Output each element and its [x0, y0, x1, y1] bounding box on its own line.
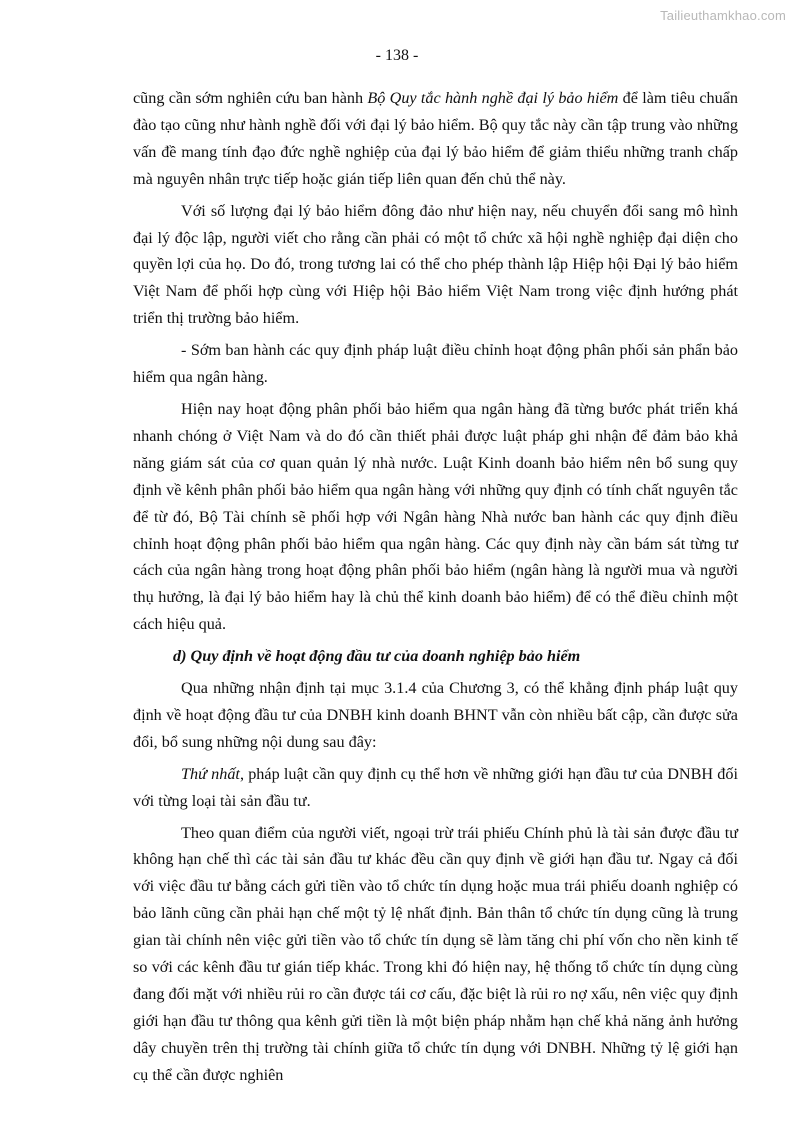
watermark: Tailieuthamkhao.com	[660, 8, 786, 23]
paragraph-4: Hiện nay hoạt động phân phối bảo hiểm qua ngân hàng đã từng bước phát triển khá nhanh chóng ở Việt Nam và do đó cần thiết phải được luật pháp ghi nhận để đảm bảo khả năng giám sát của cơ quan quản lý nhà nước. Luật Kinh doanh bảo hiểm nên bổ sung quy định về kênh phân phối bảo hiểm qua ngân hàng với những quy định có tính chất nguyên tắc để từ đó, Bộ Tài chính sẽ phối hợp với Ngân hàng Nhà nước ban hành các quy định điều chỉnh hoạt động phân phối bảo hiểm qua ngân hàng. Các quy định này cần bám sát từng tư cách của ngân hàng trong hoạt động phân phối bảo hiểm (ngân hàng là người mua và người thụ hưởng, là đại lý bảo hiểm hay là chủ thể kinh doanh bảo hiểm) để có thể điều chỉnh một cách hiệu quả.	[133, 399, 738, 634]
paragraph-2: Với số lượng đại lý bảo hiểm đông đảo như hiện nay, nếu chuyển đổi sang mô hình đại lý độc lập, người viết cho rằng cần phải có một tổ chức xã hội nghề nghiệp đại diện cho quyền lợi của họ. Do đó, trong tương lai có thể cho phép thành lập Hiệp hội Đại lý bảo hiểm Việt Nam để phối hợp cùng với Hiệp hội Bảo hiểm Việt Nam trong việc định hướng phát triển thị trường bảo hiểm.	[133, 201, 738, 328]
document-body	[133, 85, 738, 1094]
paragraph-1-italic-title: Bộ Quy tắc hành nghề đại lý bảo hiểm	[367, 89, 619, 107]
paragraph-5: Qua những nhận định tại mục 3.1.4 của Chương 3, có thể khẳng định pháp luật quy định về hoạt động đầu tư của DNBH kinh doanh BHNT vẫn còn nhiều bất cập, cần được sửa đổi, bổ sung những nội dung sau đây:	[133, 679, 738, 751]
paragraph-1-text-a: cũng cần sớm nghiên cứu ban hành	[133, 89, 368, 107]
paragraph-1	[133, 85, 738, 193]
paragraph-6-italic-lead: Thứ nhất	[181, 764, 240, 783]
paragraph-6-text: , pháp luật cần quy định cụ thể hơn về những giới hạn đầu tư của DNBH đối với từng loại tài sản đầu tư.	[133, 764, 738, 810]
section-heading: d) Quy định về hoạt động đầu tư của doanh nghiệp bảo hiểm	[173, 647, 581, 666]
paragraph-1-text-b: để làm tiêu chuẩn đào tạo cũng như hành nghề đối với đại lý bảo hiểm. Bộ quy tắc này cần tập trung vào những vấn đề mang tính đạo đức nghề nghiệp của đại lý bảo hiểm để giảm thiểu những tranh chấp mà nguyên nhân trực tiếp hoặc gián tiếp liên quan đến chủ thể này.	[133, 89, 738, 188]
paragraph-3: - Sớm ban hành các quy định pháp luật điều chỉnh hoạt động phân phối sản phẩn bảo hiểm qua ngân hàng.	[133, 341, 738, 387]
paragraph-7: Theo quan điểm của người viết, ngoại trừ trái phiếu Chính phủ là tài sản được đầu tư không hạn chế thì các tài sản đầu tư khác đều cần quy định về giới hạn đầu tư. Ngay cả đối với việc đầu tư bằng cách gửi tiền vào tổ chức tín dụng hoặc mua trái phiếu doanh nghiệp có bảo lãnh cũng cần phải hạn chế một tỷ lệ nhất định. Bản thân tổ chức tín dụng cũng là trung gian tài chính nên việc gửi tiền vào tổ chức tín dụng sẽ làm tăng chi phí vốn cho nền kinh tế so với các kênh đầu tư gián tiếp khác. Trong khi đó hiện nay, hệ thống tổ chức tín dụng cùng đang đối mặt với nhiều rủi ro cần được tái cơ cấu, đặc biệt là rủi ro nợ xấu, nên việc quy định giới hạn đầu tư thông qua kênh gửi tiền là một biện pháp nhằm hạn chế khả năng ảnh hưởng dây chuyền trên thị trường tài chính giữa tổ chức tín dụng với DNBH. Những tỷ lệ giới hạn cụ thể cần được nghiên	[133, 823, 738, 1084]
page-number: - 138 -	[375, 47, 419, 64]
paragraph-6	[133, 761, 738, 815]
